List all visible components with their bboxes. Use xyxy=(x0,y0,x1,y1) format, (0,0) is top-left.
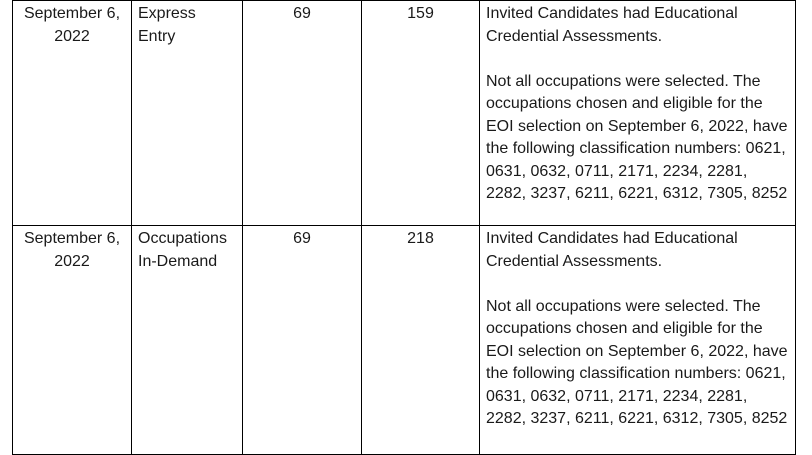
stream-name-line: Entry xyxy=(138,27,176,45)
table-row xyxy=(13,226,796,455)
notes-paragraph: Invited Candidates had Educational Credential Assessments. xyxy=(486,230,738,270)
stream-cell xyxy=(132,226,243,455)
notes-paragraph: Not all occupations were selected. The occupations chosen and eligible for the EOI selection on September 6, 2022, have the following classification numbers: 0621, 0631, 0632, 0711, 2171, 2234, 2281, 2282, 3237, 6211, 6221, 6312, 7305, 8252 xyxy=(486,297,788,427)
table-row xyxy=(13,1,796,226)
invitations-cell xyxy=(362,1,480,226)
invitations-count: 218 xyxy=(407,230,434,247)
stream-name-line: Occupations xyxy=(138,230,227,247)
notes-cell xyxy=(480,1,796,226)
draw-date-year: 2022 xyxy=(54,27,90,45)
invitations-count: 159 xyxy=(407,5,434,22)
stream-name-line: Express xyxy=(138,5,196,22)
notes-paragraph: Not all occupations were selected. The occupations chosen and eligible for the EOI selection on September 6, 2022, have the following classification numbers: 0621, 0631, 0632, 0711, 2171, 2234, 2281, 2282, 3237, 6211, 6221, 6312, 7305, 8252 xyxy=(486,72,788,202)
invitations-cell xyxy=(362,226,480,455)
stream-name-line: In-Demand xyxy=(138,252,218,270)
draw-date-year: 2022 xyxy=(54,252,90,270)
draw-date-cell xyxy=(13,226,132,455)
eoi-draws-table xyxy=(12,0,796,455)
minimum-score: 69 xyxy=(293,5,311,22)
notes-paragraph: Invited Candidates had Educational Credential Assessments. xyxy=(486,5,738,45)
stream-cell xyxy=(132,1,243,226)
draw-date-line: September 6, xyxy=(23,230,121,247)
minimum-score-cell xyxy=(243,1,362,226)
minimum-score: 69 xyxy=(293,230,311,247)
notes-cell xyxy=(480,226,796,455)
minimum-score-cell xyxy=(243,226,362,455)
draw-date-line: September 6, xyxy=(23,5,121,22)
draw-date-cell xyxy=(13,1,132,226)
